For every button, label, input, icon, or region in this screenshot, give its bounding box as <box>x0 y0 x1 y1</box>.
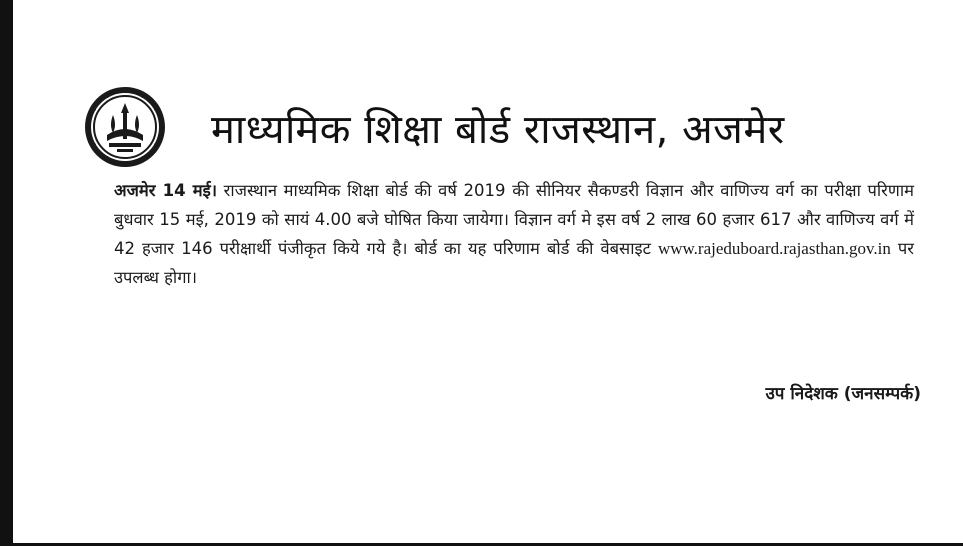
rajasthan-board-seal-icon <box>83 85 167 169</box>
notice-body <box>114 176 914 292</box>
notice-text-part2: पर उपलब्ध होगा। <box>114 239 915 287</box>
notice-header <box>83 82 883 172</box>
notice-sheet <box>13 0 963 543</box>
board-title: माध्यमिक शिक्षा बोर्ड राजस्थान, अजमेर <box>211 106 785 153</box>
signature-designation: उप निदेशक (जनसम्पर्क) <box>765 384 921 404</box>
website-link[interactable]: www.rajeduboard.rajasthan.gov.in <box>657 239 891 258</box>
notice-dateline: अजमेर 14 मई। <box>114 181 217 200</box>
notice-text-part1: राजस्थान माध्यमिक शिक्षा बोर्ड की वर्ष 2019 की सीनियर सैकण्डरी विज्ञान और वाणिज्य वर्ग का परीक्षा परिणाम बुधवार 15 मई, 2019 को सायं 4.00 बजे घोषित किया जायेगा। विज्ञान वर्ग मे इस वर्ष 2 लाख 60 हजार 617 और वाणिज्य वर्ग में 42 हजार 146 परीक्षार्थी पंजीकृत किये गये है। बोर्ड का यह परिणाम बोर्ड की वेबसाइट <box>114 181 915 258</box>
